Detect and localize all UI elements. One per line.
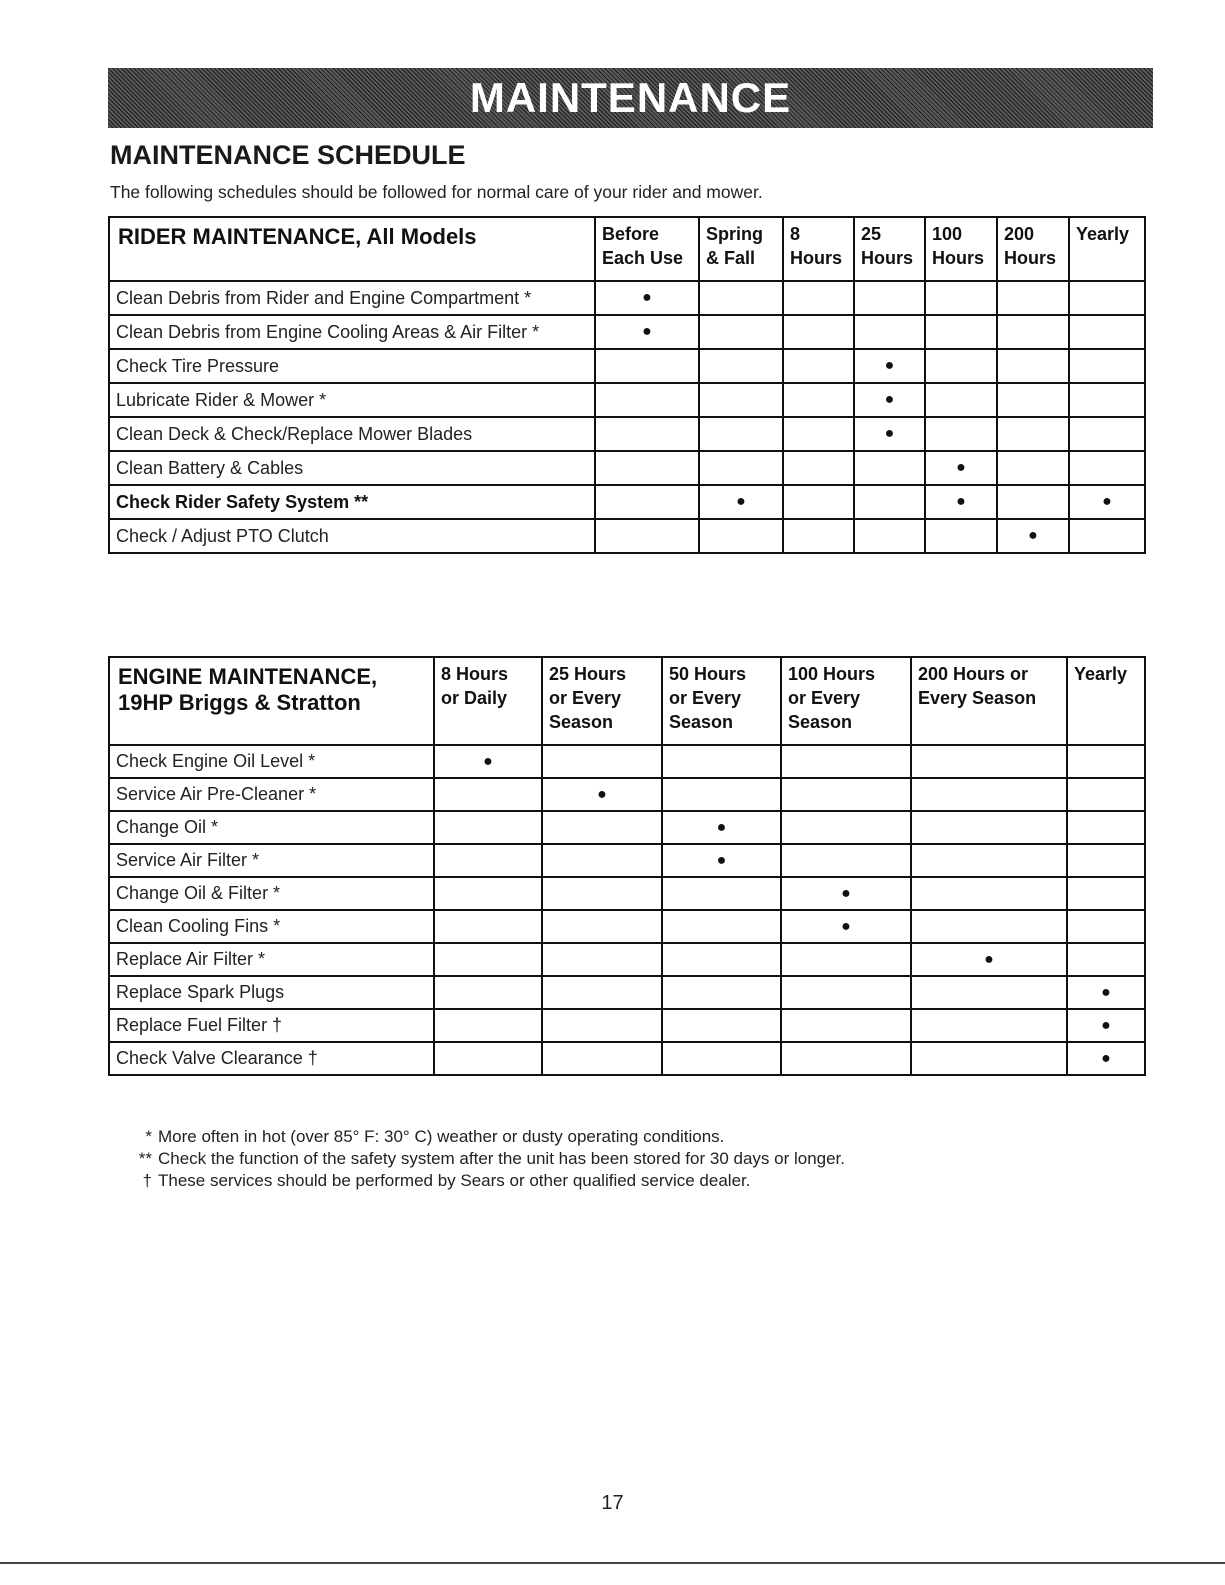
footnote-symbol: **: [138, 1149, 152, 1168]
rider-row: [109, 315, 1145, 349]
schedule-cell: [781, 745, 911, 778]
rider-column-header: [854, 217, 925, 281]
column-header-line: 25 Hours: [549, 664, 627, 684]
banner-title: MAINTENANCE: [469, 74, 792, 121]
schedule-cell: [781, 1042, 911, 1075]
schedule-cell: [434, 877, 542, 910]
footnote-text: These services should be performed by Sears or other qualified service dealer.: [158, 1171, 751, 1190]
schedule-cell: [1067, 910, 1145, 943]
schedule-dot-icon: ●: [1101, 983, 1111, 1001]
schedule-cell: [925, 281, 997, 315]
column-header-line: Yearly: [1076, 224, 1130, 244]
task-name: Clean Debris from Engine Cooling Areas & Air Filter *: [109, 315, 595, 349]
footnote: [128, 1148, 845, 1170]
schedule-dot-icon: ●: [597, 785, 607, 803]
engine-table-title: [109, 657, 434, 745]
schedule-cell: [997, 451, 1069, 485]
column-header-line: 50 Hours: [669, 664, 747, 684]
schedule-cell: [542, 910, 662, 943]
schedule-dot-icon: ●: [884, 357, 895, 374]
schedule-cell: [542, 943, 662, 976]
schedule-cell: [662, 976, 781, 1009]
schedule-cell: [781, 910, 911, 943]
rider-column-header: [595, 217, 699, 281]
schedule-cell: [434, 1009, 542, 1042]
footnote-symbol: †: [142, 1171, 152, 1190]
schedule-cell: [1067, 1042, 1145, 1075]
column-header-line: & Fall: [706, 248, 756, 268]
schedule-cell: [1067, 745, 1145, 778]
column-header-line: Before: [602, 224, 660, 244]
schedule-cell: [699, 315, 783, 349]
task-name: Service Air Filter *: [109, 844, 434, 877]
schedule-dot-icon: ●: [984, 950, 994, 968]
engine-maintenance-table: [108, 656, 1146, 1076]
column-header-line: 25: [861, 224, 882, 244]
schedule-cell: [434, 745, 542, 778]
schedule-cell: [542, 844, 662, 877]
engine-column-header: [434, 657, 542, 745]
schedule-cell: [854, 349, 925, 383]
schedule-cell: [434, 1042, 542, 1075]
schedule-cell: [925, 383, 997, 417]
schedule-cell: [699, 281, 783, 315]
schedule-cell: [434, 976, 542, 1009]
schedule-cell: [662, 844, 781, 877]
schedule-dot-icon: ●: [483, 752, 493, 770]
schedule-dot-icon: ●: [642, 323, 652, 340]
engine-row: [109, 943, 1145, 976]
schedule-cell: [781, 811, 911, 844]
schedule-cell: [542, 811, 662, 844]
engine-row: [109, 877, 1145, 910]
column-header-line: Hours: [790, 248, 843, 268]
task-name: Clean Cooling Fins *: [109, 910, 434, 943]
schedule-cell: [542, 877, 662, 910]
task-name: Check Tire Pressure: [109, 349, 595, 383]
schedule-cell: [781, 778, 911, 811]
footnotes: [128, 1126, 845, 1192]
schedule-dot-icon: ●: [642, 289, 652, 306]
rider-column-header: [783, 217, 854, 281]
schedule-cell: [854, 281, 925, 315]
task-name: Replace Air Filter *: [109, 943, 434, 976]
column-header-line: or Daily: [441, 688, 508, 708]
engine-row: [109, 1042, 1145, 1075]
schedule-cell: [781, 943, 911, 976]
schedule-cell: [783, 315, 854, 349]
schedule-cell: [662, 778, 781, 811]
engine-row: [109, 778, 1145, 811]
schedule-cell: [434, 778, 542, 811]
rider-row: [109, 417, 1145, 451]
column-header-line: Hours: [1004, 248, 1057, 268]
schedule-dot-icon: ●: [716, 851, 727, 869]
task-name: Check / Adjust PTO Clutch: [109, 519, 595, 553]
schedule-cell: [783, 417, 854, 451]
section-banner: [108, 68, 1153, 128]
schedule-cell: [699, 349, 783, 383]
schedule-dot-icon: ●: [736, 493, 746, 510]
column-header-line: Yearly: [1074, 664, 1128, 684]
schedule-cell: [662, 943, 781, 976]
schedule-cell: [1067, 1009, 1145, 1042]
schedule-cell: [783, 383, 854, 417]
schedule-dot-icon: ●: [1101, 1016, 1111, 1034]
task-name: Replace Spark Plugs: [109, 976, 434, 1009]
schedule-dot-icon: ●: [1102, 493, 1112, 510]
schedule-cell: [783, 281, 854, 315]
schedule-cell: [925, 349, 997, 383]
engine-row: [109, 1009, 1145, 1042]
schedule-cell: [911, 877, 1067, 910]
rider-row: [109, 451, 1145, 485]
schedule-cell: [911, 745, 1067, 778]
schedule-cell: [854, 383, 925, 417]
schedule-cell: [662, 877, 781, 910]
task-name: Check Engine Oil Level *: [109, 745, 434, 778]
schedule-cell: [997, 281, 1069, 315]
schedule-cell: [662, 1042, 781, 1075]
schedule-cell: [925, 315, 997, 349]
schedule-cell: [854, 417, 925, 451]
schedule-cell: [662, 745, 781, 778]
schedule-cell: [911, 1042, 1067, 1075]
schedule-cell: [662, 1009, 781, 1042]
schedule-cell: [997, 349, 1069, 383]
schedule-cell: [699, 451, 783, 485]
schedule-cell: [1069, 281, 1145, 315]
schedule-cell: [595, 519, 699, 553]
rider-row: [109, 383, 1145, 417]
schedule-cell: [1067, 811, 1145, 844]
engine-row: [109, 910, 1145, 943]
engine-column-header: [542, 657, 662, 745]
column-header-line: Spring: [706, 224, 763, 244]
column-header-line: Every Season: [918, 688, 1037, 708]
schedule-dot-icon: ●: [1101, 1049, 1111, 1067]
schedule-cell: [595, 451, 699, 485]
engine-row: [109, 811, 1145, 844]
schedule-cell: [911, 778, 1067, 811]
task-name: Check Valve Clearance †: [109, 1042, 434, 1075]
schedule-dot-icon: ●: [956, 493, 966, 510]
engine-header-row: [109, 657, 1145, 745]
rider-column-header: [1069, 217, 1145, 281]
engine-column-header: [1067, 657, 1145, 745]
schedule-dot-icon: ●: [841, 884, 851, 902]
footnote-symbol: *: [145, 1127, 152, 1146]
task-name: Service Air Pre-Cleaner *: [109, 778, 434, 811]
schedule-cell: [1067, 844, 1145, 877]
schedule-cell: [911, 1009, 1067, 1042]
schedule-cell: [434, 910, 542, 943]
rider-header-row: [109, 217, 1145, 281]
schedule-cell: [662, 811, 781, 844]
column-header-line: 100: [932, 224, 963, 244]
schedule-cell: [434, 811, 542, 844]
column-header-line: or Every: [549, 688, 622, 708]
task-name: Clean Debris from Rider and Engine Compartment *: [109, 281, 595, 315]
schedule-cell: [781, 844, 911, 877]
schedule-cell: [595, 485, 699, 519]
column-header-line: or Every: [788, 688, 861, 708]
engine-column-header: [781, 657, 911, 745]
section-title: MAINTENANCE SCHEDULE: [110, 140, 466, 170]
schedule-cell: [997, 519, 1069, 553]
engine-row: [109, 976, 1145, 1009]
schedule-cell: [911, 844, 1067, 877]
schedule-cell: [595, 349, 699, 383]
engine-row: [109, 745, 1145, 778]
schedule-cell: [783, 485, 854, 519]
rider-row: [109, 349, 1145, 383]
schedule-dot-icon: ●: [716, 818, 727, 836]
column-header-line: Each Use: [602, 248, 684, 268]
schedule-dot-icon: ●: [956, 459, 966, 476]
schedule-cell: [925, 485, 997, 519]
schedule-cell: [699, 383, 783, 417]
rider-column-header: [925, 217, 997, 281]
engine-column-header: [911, 657, 1067, 745]
column-header-line: Season: [549, 712, 614, 732]
schedule-cell: [997, 485, 1069, 519]
schedule-cell: [1069, 485, 1145, 519]
rider-table-header: [109, 217, 1145, 281]
schedule-cell: [699, 519, 783, 553]
schedule-cell: [1067, 976, 1145, 1009]
schedule-cell: [854, 485, 925, 519]
schedule-cell: [1069, 519, 1145, 553]
task-name: Replace Fuel Filter †: [109, 1009, 434, 1042]
engine-title-line: 19HP Briggs & Stratton: [118, 690, 361, 715]
page-number: 17: [601, 1492, 624, 1514]
task-name: Clean Deck & Check/Replace Mower Blades: [109, 417, 595, 451]
schedule-cell: [781, 877, 911, 910]
schedule-cell: [595, 417, 699, 451]
schedule-cell: [1069, 451, 1145, 485]
schedule-cell: [699, 485, 783, 519]
schedule-cell: [1069, 349, 1145, 383]
schedule-cell: [911, 943, 1067, 976]
schedule-cell: [662, 910, 781, 943]
schedule-dot-icon: ●: [884, 391, 895, 408]
column-header-line: 8 Hours: [441, 664, 509, 684]
task-name: Lubricate Rider & Mower *: [109, 383, 595, 417]
schedule-cell: [854, 519, 925, 553]
schedule-dot-icon: ●: [841, 917, 851, 935]
schedule-cell: [925, 451, 997, 485]
schedule-cell: [542, 778, 662, 811]
task-name: Change Oil *: [109, 811, 434, 844]
schedule-cell: [781, 1009, 911, 1042]
schedule-cell: [925, 519, 997, 553]
schedule-cell: [542, 1042, 662, 1075]
engine-row: [109, 844, 1145, 877]
schedule-cell: [595, 383, 699, 417]
schedule-cell: [542, 1009, 662, 1042]
schedule-cell: [783, 349, 854, 383]
schedule-cell: [783, 451, 854, 485]
schedule-cell: [542, 745, 662, 778]
schedule-cell: [911, 910, 1067, 943]
schedule-cell: [783, 519, 854, 553]
column-header-line: or Every: [669, 688, 742, 708]
column-header-line: Hours: [861, 248, 914, 268]
schedule-cell: [997, 315, 1069, 349]
footnote-text: Check the function of the safety system after the unit has been stored for 30 days or longer.: [158, 1149, 846, 1168]
schedule-cell: [854, 451, 925, 485]
schedule-cell: [699, 417, 783, 451]
schedule-dot-icon: ●: [884, 425, 895, 442]
rider-maintenance-table: [108, 216, 1146, 554]
footnote-text: More often in hot (over 85° F: 30° C) weather or dusty operating conditions.: [158, 1127, 725, 1146]
schedule-cell: [1069, 383, 1145, 417]
column-header-line: Season: [788, 712, 853, 732]
schedule-cell: [542, 976, 662, 1009]
column-header-line: 200: [1004, 224, 1035, 244]
footnote: [128, 1126, 845, 1148]
engine-table-body: [109, 745, 1145, 1075]
schedule-cell: [595, 315, 699, 349]
schedule-cell: [997, 383, 1069, 417]
schedule-cell: [925, 417, 997, 451]
engine-table-header: [109, 657, 1145, 745]
engine-title-line: ENGINE MAINTENANCE,: [118, 664, 378, 689]
schedule-cell: [781, 976, 911, 1009]
rider-row: [109, 519, 1145, 553]
schedule-dot-icon: ●: [1028, 527, 1038, 544]
schedule-cell: [1067, 943, 1145, 976]
rider-column-header: [699, 217, 783, 281]
schedule-cell: [595, 281, 699, 315]
schedule-cell: [997, 417, 1069, 451]
task-name: Change Oil & Filter *: [109, 877, 434, 910]
schedule-cell: [1067, 778, 1145, 811]
rider-row: [109, 281, 1145, 315]
schedule-cell: [911, 976, 1067, 1009]
intro-text: The following schedules should be followed for normal care of your rider and mower.: [110, 182, 763, 202]
rider-table-title: RIDER MAINTENANCE, All Models: [109, 217, 595, 281]
task-name: Check Rider Safety System **: [109, 485, 595, 519]
schedule-cell: [434, 943, 542, 976]
bottom-rule: [0, 1562, 1225, 1564]
rider-table-body: [109, 281, 1145, 553]
footnote: [128, 1170, 845, 1192]
schedule-cell: [854, 315, 925, 349]
rider-column-header: [997, 217, 1069, 281]
column-header-line: 100 Hours: [788, 664, 876, 684]
engine-column-header: [662, 657, 781, 745]
schedule-cell: [1067, 877, 1145, 910]
column-header-line: Hours: [932, 248, 985, 268]
rider-row: [109, 485, 1145, 519]
column-header-line: Season: [669, 712, 734, 732]
task-name: Clean Battery & Cables: [109, 451, 595, 485]
schedule-cell: [911, 811, 1067, 844]
column-header-line: 200 Hours or: [918, 664, 1029, 684]
column-header-line: 8: [790, 224, 801, 244]
schedule-cell: [1069, 315, 1145, 349]
schedule-cell: [1069, 417, 1145, 451]
schedule-cell: [434, 844, 542, 877]
